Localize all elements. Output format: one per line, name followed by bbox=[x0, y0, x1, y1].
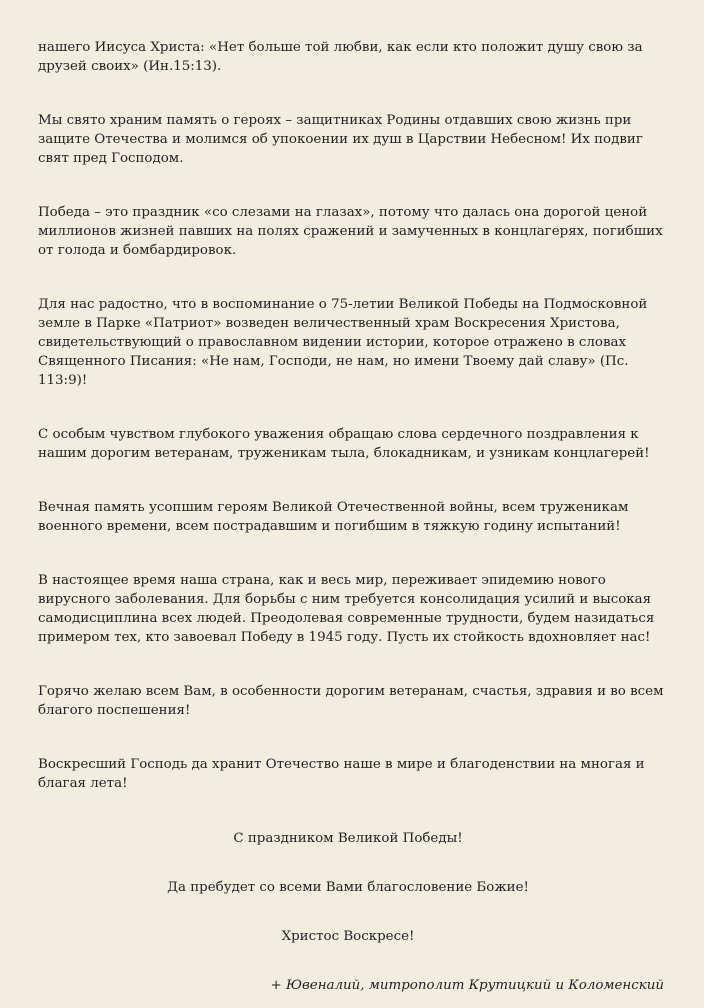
closing-blessing: Да пребудет со всеми Вами благословение Божие! bbox=[167, 880, 529, 895]
paragraph-8: Горячо желаю всем Вам, в особенности дорогим ветеранам, счастья, здравия и во всем благого поспешения! bbox=[38, 684, 664, 718]
paragraph-3: Победа – это праздник «со слезами на глазах», потому что далась она дорогой ценой миллионов жизней павших на полях сражений и замученных в концлагерях, погибших от голода и бомбардировок. bbox=[38, 205, 663, 258]
paragraph-9: Воскресший Господь да хранит Отечество наше в мире и благоденствии на многая и благая лета! bbox=[38, 757, 645, 791]
closing-easter: Христос Воскресе! bbox=[281, 929, 415, 944]
paragraph-6: Вечная память усопшим героям Великой Отечественной войны, всем труженикам военного времени, всем пострадавшим и погибшим в тяжкую годину испытаний! bbox=[38, 500, 629, 534]
paragraph-5: С особым чувством глубокого уважения обращаю слова сердечного поздравления к нашим дорогим ветеранам, труженикам тыла, блокадникам, и узникам концлагерей! bbox=[38, 427, 650, 461]
paragraph-4: Для нас радостно, что в воспоминание о 75-летии Великой Победы на Подмосковной земле в Парке «Патриот» возведен величественный храм Воскресения Христова, свидетельствующий о православном видении истории, которое отражено в словах Священного Писания: «Не нам, Господи, не нам, но имени Твоему дай славу» (Пс. 113:9)! bbox=[38, 297, 648, 388]
signature: + Ювеналий, митрополит Крутицкий и Коломенский bbox=[270, 978, 664, 993]
document-page bbox=[38, 38, 668, 1008]
closing-greeting: С праздником Великой Победы! bbox=[233, 831, 463, 846]
paragraph-2: Мы свято храним память о героях – защитниках Родины отдавших свою жизнь при защите Отечества и молимся об упокоении их душ в Царствии Небесном! Их подвиг свят пред Господом. bbox=[38, 113, 643, 166]
paragraph-7: В настоящее время наша страна, как и весь мир, переживает эпидемию нового вирусного заболевания. Для борьбы с ним требуется консолидация усилий и высокая самодисциплина всех людей. Преодолевая современные трудности, будем назидаться примером тех, кто завоевал Победу в 1945 году. Пусть их стойкость вдохновляет нас! bbox=[38, 573, 655, 645]
paragraph-1: нашего Иисуса Христа: «Нет больше той любви, как если кто положит душу свою за друзей своих» (Ин.15:13). bbox=[38, 40, 643, 74]
